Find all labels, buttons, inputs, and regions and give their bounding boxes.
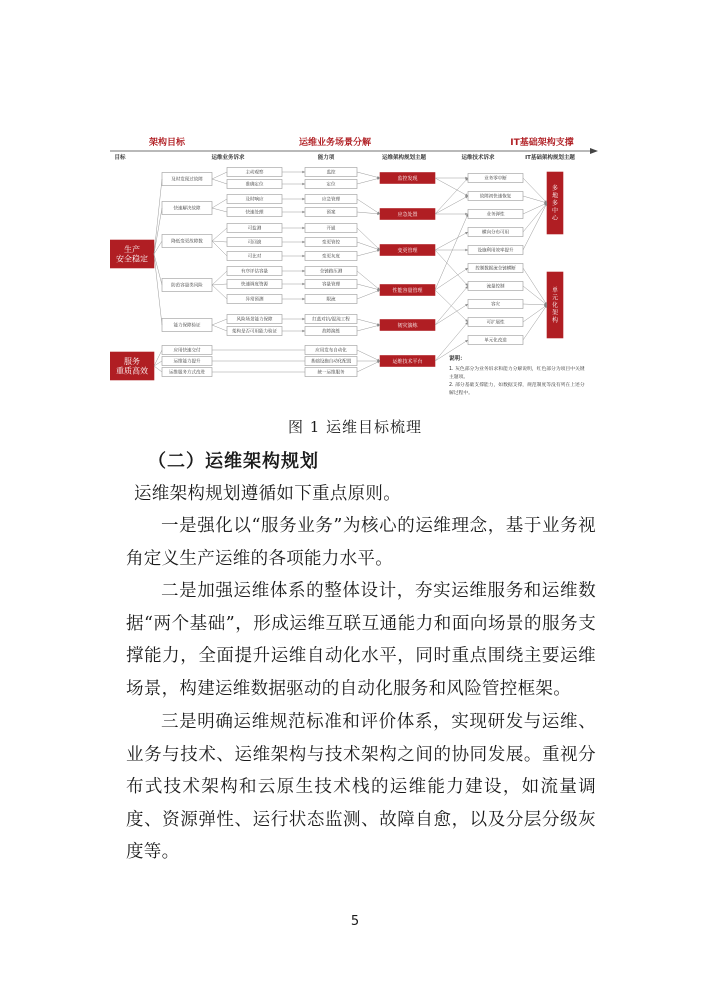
tech-link-8-head [465, 304, 468, 307]
sub-link-11 [212, 325, 227, 331]
header-goal: 架构目标 [148, 138, 186, 148]
subheader-0: 目标 [114, 155, 126, 161]
capability-6-label: 变更灰度 [322, 254, 340, 260]
theme-5-label: 运维技术平台 [392, 358, 423, 365]
cap-link-10-head [302, 318, 305, 321]
cap-link-9-head [302, 298, 305, 301]
subheader-2: 能力项 [317, 155, 335, 161]
header-arrow [590, 148, 598, 154]
it-link-9 [523, 305, 547, 340]
paragraph-1: 运维架构规划遵循如下重点原则。 [134, 484, 401, 504]
subheader-4: 运维技术诉求 [461, 155, 495, 161]
subdemand-5-label: 可回滚 [247, 240, 262, 246]
capability-5-label: 变更管控 [322, 240, 340, 246]
cap-link-7-head [302, 270, 305, 273]
demand-1-label: 快速解决故障 [173, 206, 201, 212]
cap-link-3-head [302, 211, 305, 214]
header-scene: 运维业务场景分解 [298, 138, 372, 148]
goal-safe-label: 生产安全稳定 [116, 245, 148, 264]
it-link-3 [523, 203, 547, 232]
theme-1-label: 应急处置 [397, 211, 418, 218]
cap-link-0-head [302, 171, 305, 174]
it-link-7 [523, 304, 547, 305]
tech-demand-8-label: 可扩展性 [486, 320, 505, 326]
goal-link-7 [154, 366, 162, 372]
it-link-4 [523, 203, 547, 250]
theme-3-label: 性能容量管理 [392, 287, 423, 294]
cap-link-4-head [302, 227, 305, 230]
subdemand-1-label: 准确定位 [245, 182, 264, 188]
sub-link-5 [212, 241, 227, 242]
demand-5-label: 应用快速交付 [173, 348, 201, 354]
sub-link-1 [212, 179, 227, 184]
tech-demand-1-label: 故障初快速恢复 [479, 194, 512, 200]
theme-link-2-4 [357, 228, 380, 250]
tech-demand-7-label: 容灾 [491, 302, 500, 308]
theme-link-1-2 [357, 199, 380, 214]
subdemand-6-label: 可比对 [247, 254, 262, 260]
subheader-5: IT基础架构规划主题 [525, 155, 575, 161]
paragraph-2: 一是强化以“服务业务”为核心的运维理念，基于业务视角定义生产运维的各项能力水平。 [126, 516, 596, 569]
theme-link-1-3 [357, 212, 380, 214]
it-theme-unitized-label: 单元化架构 [551, 287, 559, 325]
tech-link-4 [435, 232, 468, 250]
subdemand-11-label: 架构是否可用能力验证 [232, 329, 277, 335]
theme-link-2-5 [357, 242, 380, 250]
cap-link-8-head [302, 283, 305, 286]
notes-line-1: 主题项。 [449, 375, 469, 380]
sub-link-10 [212, 319, 227, 325]
tech-link-2 [435, 178, 468, 214]
theme-0-label: 监控发现 [397, 175, 418, 182]
tech-demand-9-label: 单元化改造 [484, 338, 507, 344]
theme-link-3-9 [357, 290, 380, 299]
cap-link-11-head [302, 330, 305, 333]
capability-10-label: 红蓝对抗/混沌工程 [312, 317, 350, 323]
demand-0-label: 及时发现过故障 [171, 177, 203, 183]
cap-link-2-head [302, 198, 305, 201]
tech-demand-0-label: 业务零中断 [484, 176, 507, 182]
theme-link-5-14 [357, 361, 380, 372]
subheader-3: 运维架构规划主题 [381, 155, 427, 161]
theme-4-label: 韧灾演练 [397, 322, 418, 329]
sub-link-8 [212, 284, 227, 285]
it-link-2 [523, 203, 547, 214]
goal-service-label: 服务重质高效 [116, 357, 148, 376]
tech-link-1 [435, 178, 468, 196]
goal-link-4 [154, 254, 162, 325]
capability-9-label: 限流 [326, 297, 336, 303]
theme-link-2-6 [357, 250, 380, 256]
sub-link-3 [212, 208, 227, 212]
capability-7-label: 全链路压测 [319, 269, 343, 275]
capability-0-label: 监控 [326, 170, 336, 176]
figure-caption: 图 1 运维目标梳理 [287, 418, 423, 436]
notes-line-3: 解过程中。 [449, 391, 473, 396]
capability-2-label: 应急管理 [322, 197, 340, 203]
demand-2-label: 降低变更故障数 [171, 239, 203, 245]
sub-link-6 [212, 241, 227, 256]
subdemand-8-label: 快速调度资源 [241, 282, 268, 288]
cap-link-1-head [302, 183, 305, 186]
subdemand-2-label: 及时响应 [245, 197, 264, 203]
sub-link-2 [212, 199, 227, 208]
tech-demand-3-label: 横向分布可用 [482, 230, 509, 236]
it-theme-multicenter-label: 多地多中心 [551, 185, 559, 223]
tech-link-11-head [465, 340, 468, 343]
subheader-1: 运维业务诉求 [211, 155, 245, 161]
demand-3-label: 防范容量类风险 [171, 283, 203, 289]
sub-link-0 [212, 172, 227, 179]
tech-demand-4-label: 设施利用效率提升 [477, 248, 514, 254]
paragraph-3: 二是加强运维体系的整体设计，夯实运维服务和运维数据“两个基础”，形成运维互联互通能力和面向场景的服务支撑能力，全面提升运维自动化水平，同时重点围绕主要运维场景，构建运维数据驱动的自动化服务和风险管控框架。 [126, 581, 596, 699]
tech-link-9 [435, 286, 468, 325]
notes-title: 说明： [449, 356, 466, 362]
demand-6-label: 运维能力提升 [173, 359, 201, 365]
capability-4-label: 开通 [326, 226, 336, 232]
subdemand-0-label: 主动观察 [245, 170, 264, 176]
sub-link-9 [212, 285, 227, 299]
tech-link-8 [435, 304, 468, 325]
theme-link-0-0 [357, 172, 380, 178]
section-heading: （二）运维架构规划 [148, 451, 319, 472]
tech-demand-6-label: 流量控制 [486, 284, 505, 290]
subdemand-4-label: 可监测 [247, 226, 262, 232]
theme-link-4-11 [357, 325, 380, 331]
capability-11-label: 故障演练 [322, 329, 340, 335]
theme-link-5-12 [357, 350, 380, 361]
capability-12-label: 应用发布自动化 [315, 348, 347, 354]
tech-link-7 [435, 214, 468, 290]
capability-1-label: 定位 [326, 182, 336, 188]
notes-line-2: 2. 部分基础支撑能力，如数据支撑，规范制度等没有列在上述分 [449, 383, 585, 388]
theme-2-label: 变更管理 [397, 247, 418, 254]
tech-link-6-head [465, 268, 468, 271]
tech-link-14 [435, 290, 468, 322]
demand-4-label: 能力保障验证 [173, 323, 201, 329]
it-link-6 [523, 286, 547, 305]
sub-link-7 [212, 271, 227, 285]
subdemand-9-label: 异常预测 [245, 297, 264, 303]
capability-8-label: 容量管理 [322, 282, 340, 288]
subdemand-10-label: 风险场景能力保障 [236, 317, 273, 323]
goal-link-3 [154, 254, 162, 285]
page-number: 5 [350, 914, 360, 929]
cap-link-5-head [302, 241, 305, 244]
tech-link-5-head [465, 249, 468, 252]
tech-link-13 [435, 250, 468, 286]
it-link-5 [523, 268, 547, 305]
header-it: IT基础架构支撑 [510, 138, 574, 148]
tech-demand-2-label: 业务弹性 [486, 212, 505, 218]
theme-link-0-1 [357, 178, 380, 184]
capability-3-label: 预案 [326, 210, 336, 216]
notes-line-0: 1. 灰色部分为业务诉求和能力分解说明，红色部分为项目中关键 [449, 367, 585, 372]
subdemand-3-label: 快速处理 [245, 210, 264, 216]
demand-7-label: 运维服务方式改进 [169, 370, 205, 376]
cap-link-6-head [302, 255, 305, 258]
tech-demand-5-label: 控制数据流全链横断 [475, 266, 516, 272]
subdemand-7-label: 有序评估容量 [241, 269, 268, 275]
capability-13-label: 基础设施自动化配置 [310, 359, 352, 365]
tech-link-12 [435, 196, 468, 214]
capability-14-label: 统一运维服务 [317, 370, 345, 376]
theme-link-4-10 [357, 319, 380, 325]
it-link-8 [523, 305, 547, 322]
architecture-figure [110, 132, 610, 407]
sub-link-4 [212, 228, 227, 241]
paragraph-4: 三是明确运维规范标准和评价体系，实现研发与运维、业务与技术、运维架构与技术架构之间的协同发展。重视分布式技术架构和云原生技术栈的运维能力建设，如流量调度、资源弹性、运行状态监测、故障自愈，以及分层分级灰度等。 [126, 712, 596, 863]
